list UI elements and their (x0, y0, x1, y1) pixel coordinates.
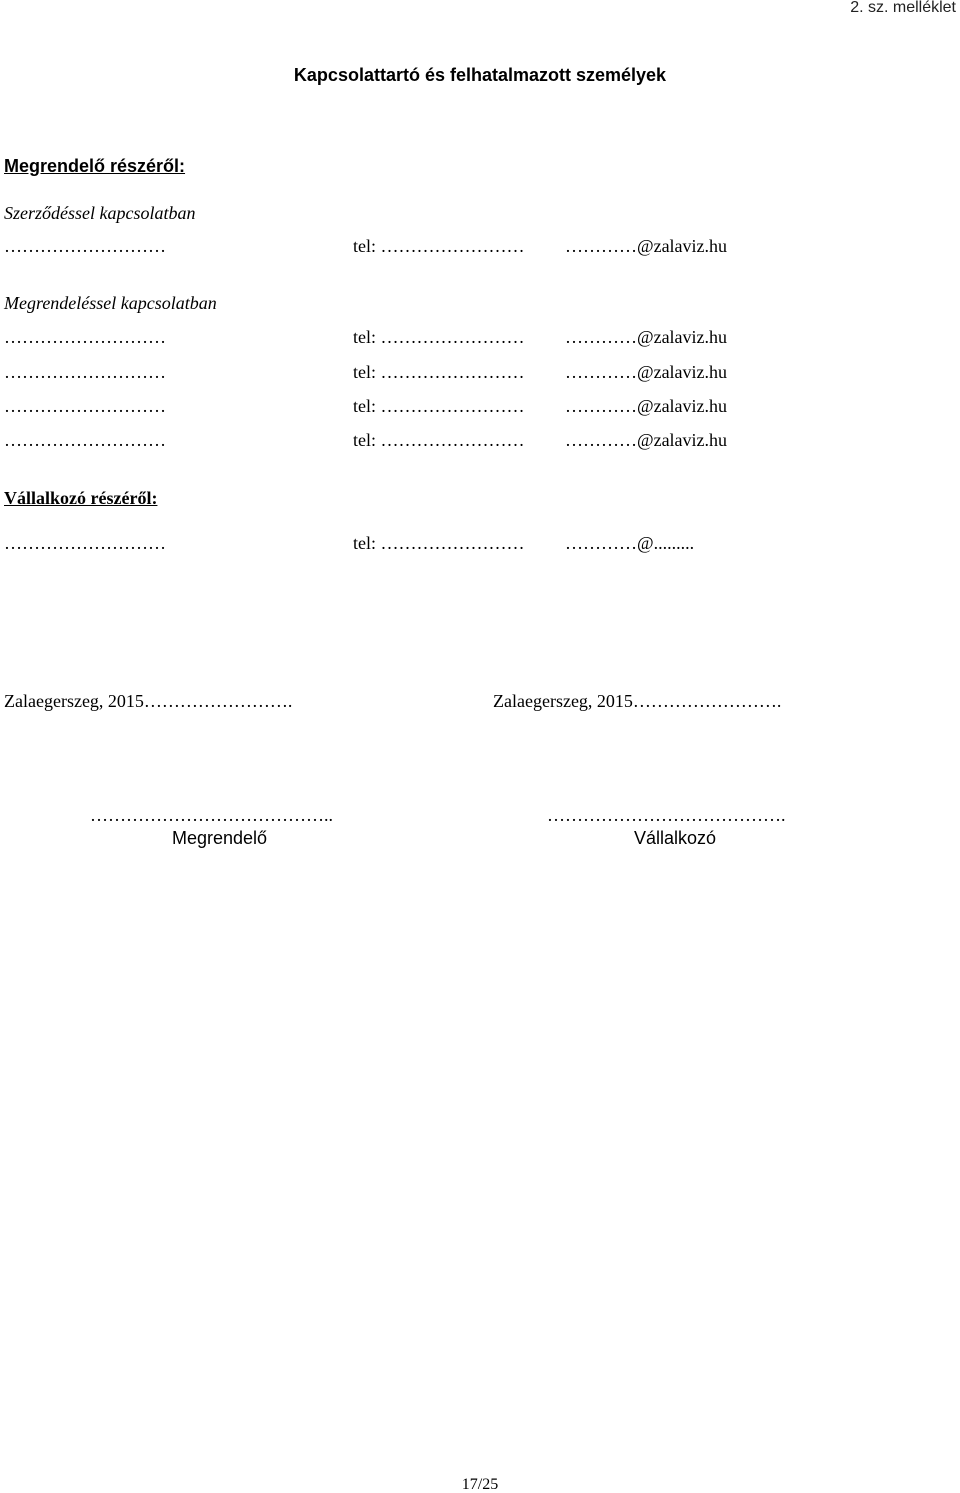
signature-line: …………………………………. (547, 805, 786, 825)
contact-phone-field: tel: …………………… (353, 533, 525, 553)
contact-email-field: …………@zalaviz.hu (565, 362, 728, 382)
contact-name-blank: ……………………… (4, 327, 166, 347)
signature-line: ………………………………….. (90, 805, 333, 825)
contact-email-field: …………@zalaviz.hu (565, 430, 728, 450)
annex-label: 2. sz. melléklet (850, 0, 956, 16)
contact-phone-field: tel: …………………… (353, 430, 525, 450)
signature-label-contractor: Vállalkozó (634, 828, 717, 848)
order-label: Megrendeléssel kapcsolatban (4, 293, 217, 313)
place-date-right: Zalaegerszeg, 2015……………………. (493, 691, 782, 711)
contact-email-field: …………@zalaviz.hu (565, 327, 728, 347)
place-date-left: Zalaegerszeg, 2015……………………. (4, 691, 293, 711)
contact-email-field: …………@zalaviz.hu (565, 396, 728, 416)
contact-name-blank: ……………………… (4, 533, 166, 553)
page-number: 17/25 (461, 1476, 499, 1493)
contract-label: Szerződéssel kapcsolatban (4, 203, 196, 223)
contact-phone-field: tel: …………………… (353, 396, 525, 416)
contact-phone-field: tel: …………………… (353, 327, 525, 347)
contractor-section-heading: Vállalkozó részéről: (4, 488, 158, 508)
client-section-heading: Megrendelő részéről: (4, 156, 186, 176)
contact-name-blank: ……………………… (4, 430, 166, 450)
contact-name-blank: ……………………… (4, 362, 166, 382)
contact-phone-field: tel: …………………… (353, 236, 525, 256)
contact-name-blank: ……………………… (4, 236, 166, 256)
document-title: Kapcsolattartó és felhatalmazott személyek (293, 65, 667, 85)
signature-label-client: Megrendelő (172, 828, 268, 848)
contact-phone-field: tel: …………………… (353, 362, 525, 382)
contact-email-field: …………@......... (565, 533, 695, 553)
contact-name-blank: ……………………… (4, 396, 166, 416)
contact-email-field: …………@zalaviz.hu (565, 236, 728, 256)
